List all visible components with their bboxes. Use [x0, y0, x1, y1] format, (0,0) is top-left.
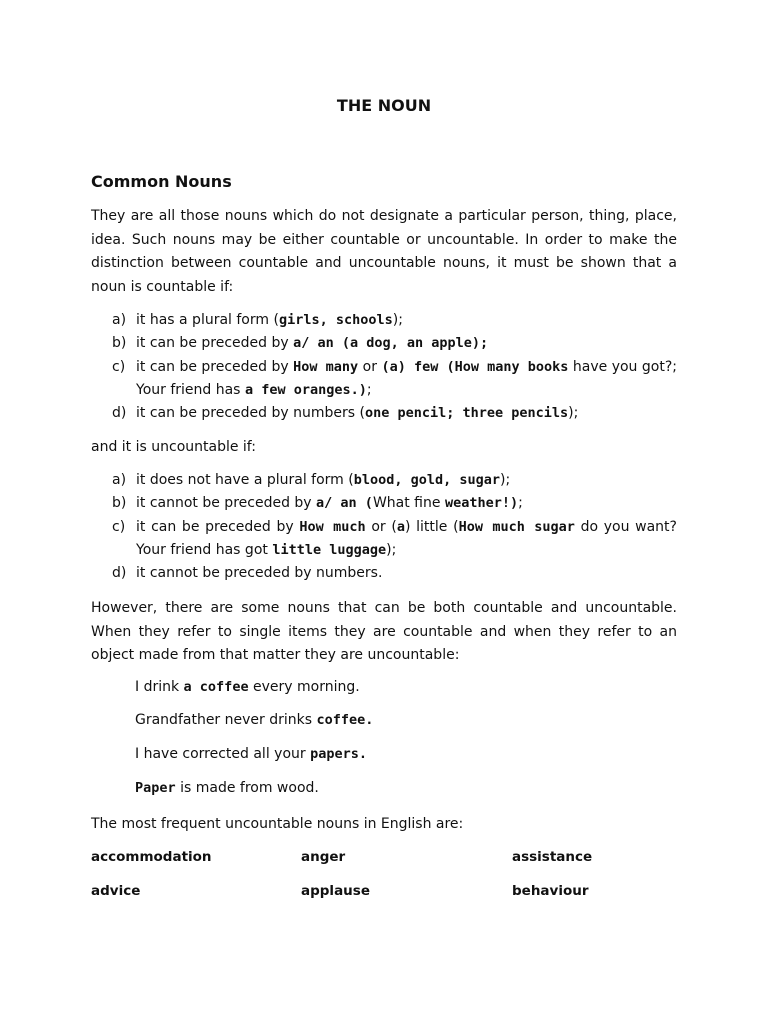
noun-cell: applause: [301, 883, 370, 899]
list-text: it does not have a plural form (: [136, 472, 354, 488]
emphasized-text: coffee.: [316, 712, 374, 728]
list-item: [91, 332, 677, 355]
emphasized-text: a/ an (: [316, 495, 373, 512]
emphasized-text: (a) few (How many books: [381, 358, 569, 375]
list-text: it can be preceded by numbers (: [136, 405, 365, 422]
noun-cell: assistance: [512, 849, 593, 865]
list-text: );: [568, 405, 579, 422]
example-text: I drink: [135, 679, 184, 695]
countable-list: [91, 309, 677, 425]
emphasized-text: a/ an (a dog, an apple);: [293, 335, 489, 352]
list-marker: b): [112, 495, 127, 512]
intro-paragraph: They are all those nouns which do not designate a particular person, thing, place, idea. Such nouns may be either countable or uncountable. In order to make the distinction between countable and uncountable nouns, it must be shown that a noun is countable if:: [91, 208, 677, 295]
emphasized-text: How much sugar: [458, 518, 575, 535]
list-text: ;: [518, 495, 523, 512]
list-marker: b): [112, 335, 127, 352]
list-text: it can be preceded by: [136, 518, 300, 535]
emphasized-text: blood, gold, sugar: [353, 472, 501, 488]
emphasized-text: girls, schools: [278, 312, 393, 328]
list-text: ;: [366, 381, 372, 398]
page-title: THE NOUN: [336, 96, 432, 115]
list-item: [91, 356, 677, 403]
list-text: it cannot be preceded by: [136, 495, 317, 512]
list-marker: c): [112, 358, 126, 375]
example-text: every morning.: [248, 679, 360, 695]
list-text: or (: [365, 518, 397, 535]
noun-cell: behaviour: [512, 883, 589, 899]
emphasized-text: How many: [293, 358, 359, 375]
noun-cell: advice: [91, 883, 141, 899]
list-item: [91, 309, 677, 332]
list-text: it has a plural form (: [136, 312, 279, 328]
uncountable-intro: and it is uncountable if:: [91, 439, 256, 455]
list-marker: d): [112, 405, 127, 422]
emphasized-text: a: [396, 518, 405, 535]
example-sentence: [135, 746, 367, 762]
noun-cell: accommodation: [91, 849, 212, 865]
example-sentence: [135, 679, 360, 695]
emphasized-text: How much: [299, 518, 366, 535]
list-text: ) little (: [404, 518, 459, 535]
example-text: Grandfather never drinks: [135, 712, 317, 728]
example-text: I have corrected all your: [135, 746, 311, 762]
list-item: [91, 562, 677, 585]
emphasized-text: a few oranges.): [244, 381, 367, 398]
list-text: do you want? Your friend has got: [136, 518, 677, 558]
noun-cell: anger: [301, 849, 346, 865]
both-paragraph: However, there are some nouns that can be both countable and uncountable. When they refer to single items they are countable and when they refer to an object made from that matter they are uncountable:: [91, 600, 677, 663]
example-sentence: [135, 780, 319, 796]
emphasized-text: little luggage: [272, 541, 387, 558]
list-marker: a): [112, 472, 127, 488]
list-text: it can be preceded by: [136, 335, 294, 352]
list-marker: d): [112, 565, 127, 582]
emphasized-text: a coffee: [183, 679, 249, 695]
list-marker: c): [112, 518, 126, 535]
list-text: What fine: [372, 495, 445, 512]
list-text: have you got?; Your friend has: [136, 358, 677, 398]
list-marker: a): [112, 312, 127, 328]
list-text: );: [392, 312, 403, 328]
list-item: [91, 492, 677, 515]
list-text: );: [500, 472, 511, 488]
emphasized-text: papers.: [310, 746, 367, 762]
list-text: or: [358, 358, 382, 375]
list-item: [91, 402, 677, 425]
example-text: is made from wood.: [175, 780, 319, 796]
frequent-intro: The most frequent uncountable nouns in English are:: [91, 816, 464, 832]
list-text: it can be preceded by: [136, 358, 294, 375]
list-text: );: [386, 541, 397, 558]
section-heading: Common Nouns: [91, 172, 232, 191]
emphasized-text: one pencil; three pencils: [364, 405, 569, 422]
uncountable-list: [91, 469, 677, 585]
list-text: it cannot be preceded by numbers.: [136, 565, 383, 582]
emphasized-text: weather!): [444, 495, 519, 512]
list-item: [91, 516, 677, 563]
emphasized-text: Paper: [135, 780, 176, 796]
list-item: [91, 469, 677, 492]
example-sentence: [135, 712, 373, 728]
